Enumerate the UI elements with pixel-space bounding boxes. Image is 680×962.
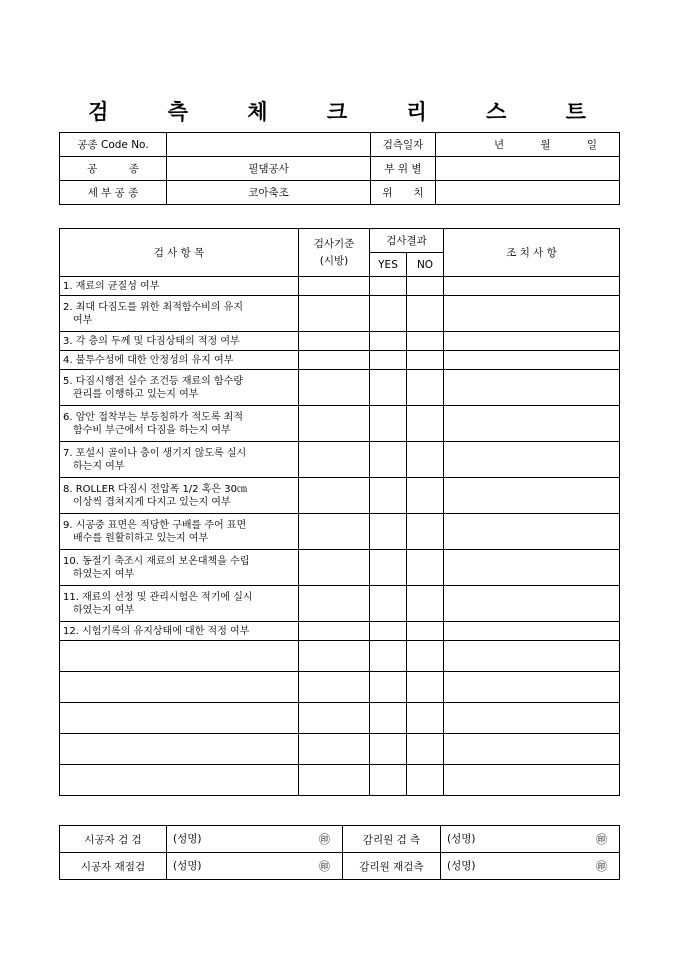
seal-icon: ㊞	[596, 833, 607, 846]
check-item	[60, 478, 299, 514]
check-item	[60, 277, 299, 296]
check-item-text: 10. 동절기 축조시 재료의 보온대책을 수립	[63, 556, 250, 567]
check-item-text: 6. 암안 접착부는 부등침하가 적도록 최적	[63, 412, 243, 423]
check-item	[60, 332, 299, 351]
seal-icon: ㊞	[319, 860, 330, 873]
yes-cell[interactable]	[370, 351, 407, 370]
check-item-text-cont: 관리를 이행하고 있는지 여부	[73, 389, 199, 400]
no-cell[interactable]	[407, 641, 444, 672]
name-placeholder: (성명)	[447, 860, 476, 872]
blank-row	[60, 734, 620, 765]
table-row	[60, 332, 620, 351]
table-row	[60, 406, 620, 442]
col-result-header: 검사결과	[370, 229, 444, 253]
standard-cell[interactable]	[299, 442, 370, 478]
check-item-text-cont: 배수를 원활히하고 있는지 여부	[73, 533, 209, 544]
check-item-text: 9. 시공중 표면은 적당한 구배를 주어 표면	[63, 520, 247, 531]
yes-cell[interactable]	[370, 332, 407, 351]
supervisor-reinspect-label: 감리원 재검측	[343, 853, 441, 880]
check-item	[60, 351, 299, 370]
table-row	[60, 442, 620, 478]
table-row	[60, 586, 620, 622]
table-row	[60, 277, 620, 296]
name-placeholder: (성명)	[173, 860, 202, 872]
no-cell[interactable]	[407, 332, 444, 351]
yes-cell[interactable]	[370, 672, 407, 703]
seal-icon: ㊞	[596, 860, 607, 873]
no-cell[interactable]	[407, 478, 444, 514]
item-cell[interactable]	[60, 734, 299, 765]
standard-cell[interactable]	[299, 703, 370, 734]
detail-value[interactable]: 코아축조	[167, 181, 371, 205]
table-row	[60, 370, 620, 406]
no-cell[interactable]	[407, 277, 444, 296]
col-item-header	[60, 229, 299, 277]
yes-cell[interactable]	[370, 586, 407, 622]
standard-cell[interactable]	[299, 514, 370, 550]
page-title: 검 측 체 크 리 스 트	[88, 99, 612, 124]
standard-cell[interactable]	[299, 332, 370, 351]
date-label: 검측일자	[371, 133, 436, 157]
yes-cell[interactable]	[370, 277, 407, 296]
work-value[interactable]: 필댐공사	[167, 157, 371, 181]
no-cell[interactable]	[407, 442, 444, 478]
check-item-text: 3. 각 층의 두께 및 다짐상태의 적정 여부	[63, 336, 240, 347]
standard-cell[interactable]	[299, 370, 370, 406]
check-item-text: 8. ROLLER 다짐시 전압폭 1/2 혹은 30㎝	[63, 484, 247, 495]
header-info-table	[59, 132, 620, 205]
check-item-text: 1. 재료의 균질성 여부	[63, 281, 160, 292]
part-label: 부 위 별	[371, 157, 436, 181]
standard-cell[interactable]	[299, 296, 370, 332]
check-item-text: 5. 다짐시행전 실수 조건등 재료의 함수량	[63, 376, 243, 387]
action-cell[interactable]	[444, 351, 620, 370]
detail-label: 세 부 공 종	[60, 181, 167, 205]
check-item-text-cont: 하였는지 여부	[73, 605, 135, 616]
col-action-label: 조 치 사 항	[506, 247, 557, 259]
date-day: 일	[586, 139, 597, 151]
standard-cell[interactable]	[299, 765, 370, 796]
part-value[interactable]	[436, 157, 620, 181]
col-standard-header	[299, 229, 370, 277]
col-standard-label: 검사기준	[313, 237, 355, 250]
col-no-header: NO	[407, 253, 444, 277]
blank-row	[60, 641, 620, 672]
action-cell[interactable]	[444, 370, 620, 406]
check-item-text-cont: 함수비 부근에서 다짐을 하는지 여부	[73, 425, 231, 436]
action-cell[interactable]	[444, 332, 620, 351]
standard-cell[interactable]	[299, 351, 370, 370]
no-cell[interactable]	[407, 586, 444, 622]
no-cell[interactable]	[407, 351, 444, 370]
check-item	[60, 514, 299, 550]
col-yes-header: YES	[370, 253, 407, 277]
no-cell[interactable]	[407, 622, 444, 641]
check-item-text: 2. 최대 다짐도를 위한 최적함수비의 유지	[63, 302, 243, 313]
no-cell[interactable]	[407, 734, 444, 765]
check-item-text: 7. 포설시 골이나 층이 생기지 않도록 실시	[63, 448, 247, 459]
no-cell[interactable]	[407, 672, 444, 703]
action-cell[interactable]	[444, 550, 620, 586]
action-cell[interactable]	[444, 765, 620, 796]
location-value[interactable]	[436, 181, 620, 205]
yes-cell[interactable]	[370, 622, 407, 641]
yes-cell[interactable]	[370, 641, 407, 672]
action-cell[interactable]	[444, 478, 620, 514]
standard-cell[interactable]	[299, 277, 370, 296]
check-item	[60, 370, 299, 406]
table-row	[60, 550, 620, 586]
item-cell[interactable]	[60, 703, 299, 734]
check-item	[60, 550, 299, 586]
signature-table	[59, 825, 620, 880]
check-item-text: 12. 시험기록의 유지상태에 대한 적정 여부	[63, 626, 250, 637]
work-label: 공 종	[60, 157, 167, 181]
yes-cell[interactable]	[370, 296, 407, 332]
action-cell[interactable]	[444, 672, 620, 703]
standard-cell[interactable]	[299, 406, 370, 442]
standard-cell[interactable]	[299, 622, 370, 641]
blank-row	[60, 703, 620, 734]
yes-cell[interactable]	[370, 514, 407, 550]
check-item-text-cont: 여부	[73, 315, 93, 326]
yes-cell[interactable]	[370, 734, 407, 765]
code-value[interactable]	[167, 133, 371, 157]
check-item-text: 11. 재료의 선정 및 관리시험은 적기에 실시	[63, 592, 253, 603]
no-cell[interactable]	[407, 406, 444, 442]
no-cell[interactable]	[407, 550, 444, 586]
standard-cell[interactable]	[299, 672, 370, 703]
contractor-inspect-sign[interactable]	[167, 826, 343, 853]
action-cell[interactable]	[444, 622, 620, 641]
col-action-header	[444, 229, 620, 277]
table-row	[60, 351, 620, 370]
yes-cell[interactable]	[370, 370, 407, 406]
no-cell[interactable]	[407, 765, 444, 796]
supervisor-inspect-sign[interactable]	[441, 826, 620, 853]
col-standard-sub: (시방)	[319, 254, 349, 267]
seal-icon: ㊞	[319, 833, 330, 846]
date-month: 월	[540, 139, 551, 151]
check-item	[60, 622, 299, 641]
date-value[interactable]	[436, 133, 620, 157]
check-item	[60, 442, 299, 478]
yes-cell[interactable]	[370, 478, 407, 514]
yes-cell[interactable]	[370, 703, 407, 734]
check-item-text-cont: 이상씩 겹쳐지게 다지고 있는지 여부	[73, 497, 231, 508]
item-cell[interactable]	[60, 641, 299, 672]
yes-cell[interactable]	[370, 442, 407, 478]
standard-cell[interactable]	[299, 550, 370, 586]
item-cell[interactable]	[60, 765, 299, 796]
contractor-reinspect-label: 시공자 재점검	[60, 853, 167, 880]
check-item-text-cont: 하는지 여부	[73, 461, 125, 472]
table-row	[60, 622, 620, 641]
item-cell[interactable]	[60, 672, 299, 703]
action-cell[interactable]	[444, 641, 620, 672]
contractor-reinspect-sign[interactable]	[167, 853, 343, 880]
no-cell[interactable]	[407, 296, 444, 332]
action-cell[interactable]	[444, 734, 620, 765]
action-cell[interactable]	[444, 442, 620, 478]
location-label: 위 치	[371, 181, 436, 205]
yes-cell[interactable]	[370, 550, 407, 586]
action-cell[interactable]	[444, 406, 620, 442]
col-item-label: 검 사 항 목	[153, 247, 205, 259]
name-placeholder: (성명)	[173, 833, 202, 845]
name-placeholder: (성명)	[447, 833, 476, 845]
code-label: 공종 Code No.	[60, 133, 167, 157]
table-row	[60, 296, 620, 332]
action-cell[interactable]	[444, 296, 620, 332]
table-row	[60, 514, 620, 550]
standard-cell[interactable]	[299, 586, 370, 622]
no-cell[interactable]	[407, 703, 444, 734]
check-item-text-cont: 하였는지 여부	[73, 569, 135, 580]
date-year: 년	[494, 139, 505, 151]
yes-cell[interactable]	[370, 406, 407, 442]
yes-cell[interactable]	[370, 765, 407, 796]
supervisor-reinspect-sign[interactable]	[441, 853, 620, 880]
check-item	[60, 406, 299, 442]
no-cell[interactable]	[407, 514, 444, 550]
check-item	[60, 296, 299, 332]
supervisor-inspect-label: 감리원 검 측	[343, 826, 441, 853]
standard-cell[interactable]	[299, 734, 370, 765]
table-row	[60, 478, 620, 514]
blank-row	[60, 765, 620, 796]
checklist-table	[59, 228, 620, 796]
standard-cell[interactable]	[299, 478, 370, 514]
no-cell[interactable]	[407, 370, 444, 406]
blank-row	[60, 672, 620, 703]
action-cell[interactable]	[444, 514, 620, 550]
action-cell[interactable]	[444, 703, 620, 734]
contractor-inspect-label: 시공자 검 검	[60, 826, 167, 853]
check-item	[60, 586, 299, 622]
action-cell[interactable]	[444, 277, 620, 296]
check-item-text: 4. 불투수성에 대한 안정성의 유지 여부	[63, 355, 234, 366]
standard-cell[interactable]	[299, 641, 370, 672]
action-cell[interactable]	[444, 586, 620, 622]
